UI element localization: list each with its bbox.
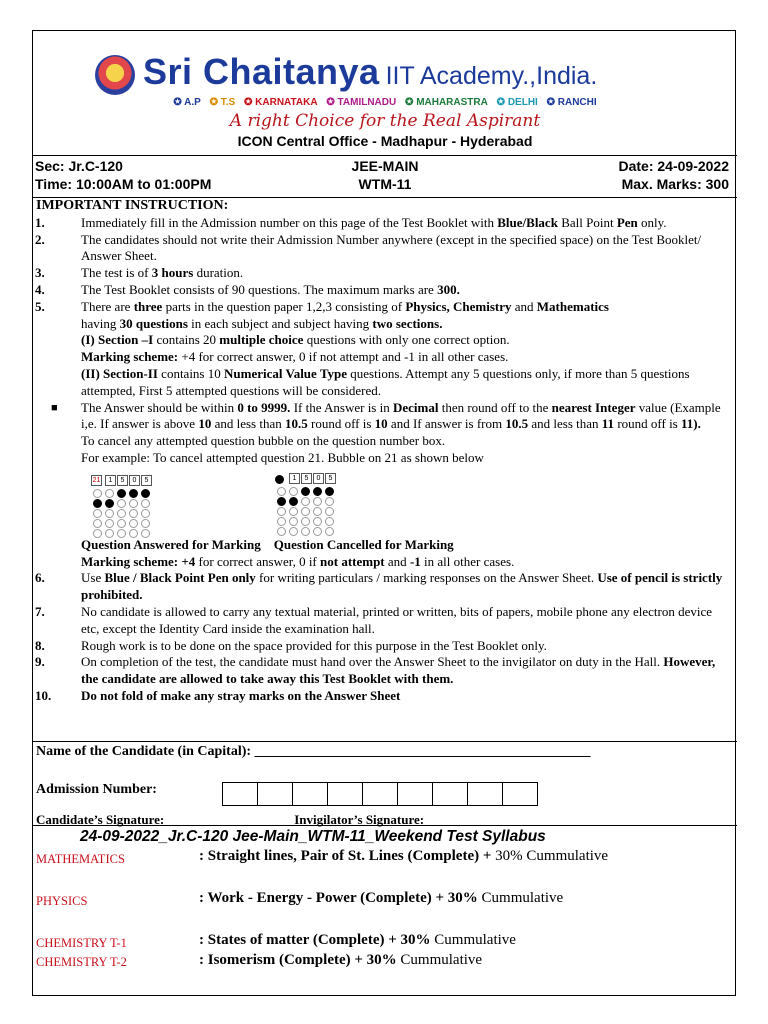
square-bullet-icon: ■ bbox=[51, 401, 58, 414]
state-delhi: ✪ DELHI bbox=[496, 97, 538, 108]
omr-bubble bbox=[277, 497, 286, 506]
omr-examples bbox=[33, 467, 737, 537]
omr-bubble bbox=[93, 499, 102, 508]
caption-answered: Question Answered for Marking bbox=[81, 536, 261, 552]
state-ap: ✪ A.P bbox=[173, 97, 201, 108]
digit-cell: 5 bbox=[117, 475, 128, 486]
instruction-9: 9. On completion of the test, the candidate must hand over the Answer Sheet to the invigilator on duty in the Hall. However, the candidate are allowed to take away this Test Booklet with them. bbox=[35, 654, 716, 687]
omr-bubble bbox=[129, 509, 138, 518]
omr-bubble bbox=[277, 507, 286, 516]
cancel-note-2: For example: To cancel attempted question 21. Bubble on 21 as shown below bbox=[81, 449, 484, 465]
omr-bubble bbox=[105, 499, 114, 508]
omr-bubble bbox=[129, 499, 138, 508]
numerical-answer-note: ■ The Answer should be within 0 to 9999. If the Answer is in Decimal then round off to the nearest Integer value (Example i,e. If answer is above 10 and less than 10.5 round off is 10 and If answer is from 10.5 and less than 11 round off is 11). bbox=[51, 399, 721, 432]
instruction-4: 4. The Test Booklet consists of 90 questions. The maximum marks are 300. bbox=[35, 281, 460, 297]
syllabus-title: 24-09-2022_Jr.C-120 Jee-Main_WTM-11_Weekend Test Syllabus bbox=[80, 828, 546, 845]
cancel-bubble bbox=[275, 475, 284, 484]
topic-mathematics: : Straight lines, Pair of St. Lines (Complete) + 30% Cummulative bbox=[199, 848, 609, 864]
omr-bubble bbox=[117, 499, 126, 508]
digit-cell: 0 bbox=[129, 475, 140, 486]
admission-digit-box[interactable] bbox=[292, 782, 328, 806]
exam-date: Date: 24-09-2022 bbox=[618, 158, 729, 174]
omr-bubble bbox=[313, 497, 322, 506]
subject-chemistry-t1: CHEMISTRY T-1 bbox=[36, 936, 127, 950]
tagline: A right Choice for the Real Aspirant bbox=[229, 111, 541, 131]
omr-bubble bbox=[117, 529, 126, 538]
syllabus-section bbox=[33, 825, 737, 969]
omr-bubble bbox=[325, 507, 334, 516]
omr-bubble bbox=[277, 487, 286, 496]
caption-cancelled: Question Cancelled for Marking bbox=[273, 536, 454, 552]
section-2-text: (II) Section-II contains 10 Numerical Value Type questions. Attempt any 5 questions only, if more than 5 questions attempted, First 5 attempted questions will be considered. bbox=[81, 365, 690, 398]
admission-digit-box[interactable] bbox=[502, 782, 538, 806]
admission-digit-box[interactable] bbox=[397, 782, 433, 806]
test-code: WTM-11 bbox=[358, 176, 412, 192]
omr-bubble bbox=[289, 517, 298, 526]
flower-icon: ✪ bbox=[209, 97, 218, 108]
state-maharastra: ✪ MAHARASTRA bbox=[405, 97, 488, 108]
omr-bubble bbox=[289, 527, 298, 536]
omr-bubble bbox=[313, 527, 322, 536]
flower-icon: ✪ bbox=[326, 97, 335, 108]
state-list bbox=[33, 97, 737, 108]
subject-chemistry-t2: CHEMISTRY T-2 bbox=[36, 955, 127, 969]
digit-cell: 5 bbox=[325, 473, 336, 484]
instruction-8: 8. Rough work is to be done on the space provided for this purpose in the Test Booklet only. bbox=[35, 637, 547, 653]
admission-digit-box[interactable] bbox=[327, 782, 363, 806]
section-1-text: (I) Section –I contains 20 multiple choice questions with only one correct option. bbox=[81, 332, 510, 348]
digit-cell: 1 bbox=[289, 473, 300, 484]
flower-icon: ✪ bbox=[405, 97, 414, 108]
topic-chemistry-t2: : Isomerism (Complete) + 30% Cummulative bbox=[199, 952, 483, 968]
state-karnataka: ✪ KARNATAKA bbox=[244, 97, 318, 108]
brand bbox=[143, 51, 597, 93]
omr-bubble bbox=[277, 517, 286, 526]
omr-bubble bbox=[301, 487, 310, 496]
admission-digit-box[interactable] bbox=[222, 782, 258, 806]
omr-bubble bbox=[93, 489, 102, 498]
omr-bubble bbox=[93, 519, 102, 528]
document-frame bbox=[32, 30, 736, 996]
omr-bubble bbox=[289, 507, 298, 516]
omr-bubble bbox=[93, 529, 102, 538]
omr-bubble bbox=[325, 517, 334, 526]
question-number-cell: 21 bbox=[92, 476, 101, 484]
cancel-note-1: To cancel any attempted question bubble on the question number box. bbox=[81, 433, 446, 449]
max-marks: Max. Marks: 300 bbox=[621, 176, 729, 192]
flower-icon: ✪ bbox=[173, 97, 182, 108]
omr-bubble bbox=[129, 489, 138, 498]
omr-bubble bbox=[141, 489, 150, 498]
omr-bubble bbox=[325, 487, 334, 496]
instruction-3: 3. The test is of 3 hours duration. bbox=[35, 265, 244, 281]
omr-bubble bbox=[141, 509, 150, 518]
omr-bubble bbox=[325, 497, 334, 506]
omr-captions bbox=[33, 537, 737, 554]
instruction-2: 2. The candidates should not write their Admission Number anywhere (except in the specified space) on the Test Booklet/ Answer Sheet. bbox=[35, 231, 702, 264]
omr-bubble bbox=[313, 517, 322, 526]
exam-name: JEE-MAIN bbox=[351, 158, 419, 174]
omr-bubble bbox=[129, 519, 138, 528]
office-line: ICON Central Office - Madhapur - Hyderabad bbox=[237, 133, 533, 149]
academy-logo-icon bbox=[95, 55, 135, 95]
omr-bubble bbox=[301, 517, 310, 526]
omr-bubble bbox=[105, 519, 114, 528]
omr-bubble bbox=[289, 487, 298, 496]
omr-bubble bbox=[277, 527, 286, 536]
subject-physics: PHYSICS bbox=[36, 894, 88, 908]
instruction-7: 7. No candidate is allowed to carry any textual material, printed or written, bits of papers, mobile phone any electron device etc, except the Identity Card inside the examination hall. bbox=[35, 603, 713, 636]
admission-digit-box[interactable] bbox=[432, 782, 468, 806]
instructions-title: IMPORTANT INSTRUCTION: bbox=[36, 198, 229, 213]
omr-bubble bbox=[105, 489, 114, 498]
admission-digit-box[interactable] bbox=[362, 782, 398, 806]
omr-bubble bbox=[313, 507, 322, 516]
topic-chemistry-t1: : States of matter (Complete) + 30% Cummulative bbox=[199, 932, 516, 948]
state-ts: ✪ T.S bbox=[209, 97, 236, 108]
flower-icon: ✪ bbox=[546, 97, 555, 108]
omr-bubble bbox=[325, 527, 334, 536]
digit-cell: 1 bbox=[105, 475, 116, 486]
omr-bubble bbox=[141, 529, 150, 538]
instruction-10: 10. Do not fold of make any stray marks on the Answer Sheet bbox=[35, 687, 401, 703]
omr-bubble bbox=[117, 489, 126, 498]
exam-meta bbox=[33, 155, 737, 192]
digit-cell: 5 bbox=[301, 473, 312, 484]
omr-bubble bbox=[141, 519, 150, 528]
digit-cell: 0 bbox=[313, 473, 324, 484]
omr-bubble bbox=[301, 497, 310, 506]
candidate-name-field[interactable]: Name of the Candidate (in Capital): ________________________________________________ bbox=[36, 744, 591, 759]
admission-digit-box[interactable] bbox=[467, 782, 503, 806]
section-code: Sec: Jr.C-120 bbox=[35, 158, 123, 174]
admission-number-label: Admission Number: bbox=[36, 782, 157, 797]
marking-scheme-1: Marking scheme: +4 for correct answer, 0 if not attempt and -1 in all other cases. bbox=[81, 349, 509, 365]
instructions bbox=[33, 197, 737, 705]
omr-bubble bbox=[117, 509, 126, 518]
omr-bubble bbox=[289, 497, 298, 506]
omr-bubble bbox=[117, 519, 126, 528]
omr-bubble bbox=[105, 529, 114, 538]
subject-mathematics: MATHEMATICS bbox=[36, 852, 125, 866]
instruction-5: 5. There are three parts in the question paper 1,2,3 consisting of Physics, Chemistry and Mathematics having 30 questions in each subject and subject having two sections. bbox=[35, 298, 609, 331]
omr-bubble bbox=[129, 529, 138, 538]
omr-bubble bbox=[301, 527, 310, 536]
instruction-1: 1. Immediately fill in the Admission number on this page of the Test Booklet with Blue/Black Ball Point Pen only. bbox=[35, 214, 667, 230]
omr-bubble bbox=[141, 499, 150, 508]
admission-digit-box[interactable] bbox=[257, 782, 293, 806]
admission-number-boxes[interactable] bbox=[223, 782, 538, 806]
signature-fields[interactable]: Candidate’s Signature: ___________________ Invigilator’s Signature: ____________________ bbox=[36, 812, 558, 827]
state-tamilnadu: ✪ TAMILNADU bbox=[326, 97, 397, 108]
omr-bubble bbox=[301, 507, 310, 516]
omr-bubble bbox=[93, 509, 102, 518]
state-ranchi: ✪ RANCHI bbox=[546, 97, 597, 108]
omr-bubble bbox=[313, 487, 322, 496]
instruction-6: 6. Use Blue / Black Point Pen only for writing particulars / marking responses on the Answer Sheet. Use of pencil is strictly prohibited. bbox=[35, 570, 723, 603]
candidate-section bbox=[33, 741, 737, 827]
digit-cell: 5 bbox=[141, 475, 152, 486]
topic-physics: : Work - Energy - Power (Complete) + 30% Cummulative bbox=[199, 890, 564, 906]
flower-icon: ✪ bbox=[244, 97, 253, 108]
brand-name: Sri Chaitanya bbox=[143, 51, 380, 92]
marking-scheme-2: Marking scheme: +4 for correct answer, 0 if not attempt and -1 in all other cases. bbox=[81, 553, 515, 569]
omr-bubble bbox=[105, 509, 114, 518]
exam-time: Time: 10:00AM to 01:00PM bbox=[35, 176, 212, 192]
brand-suffix: IIT Academy.,India. bbox=[385, 62, 598, 90]
flower-icon: ✪ bbox=[496, 97, 506, 108]
